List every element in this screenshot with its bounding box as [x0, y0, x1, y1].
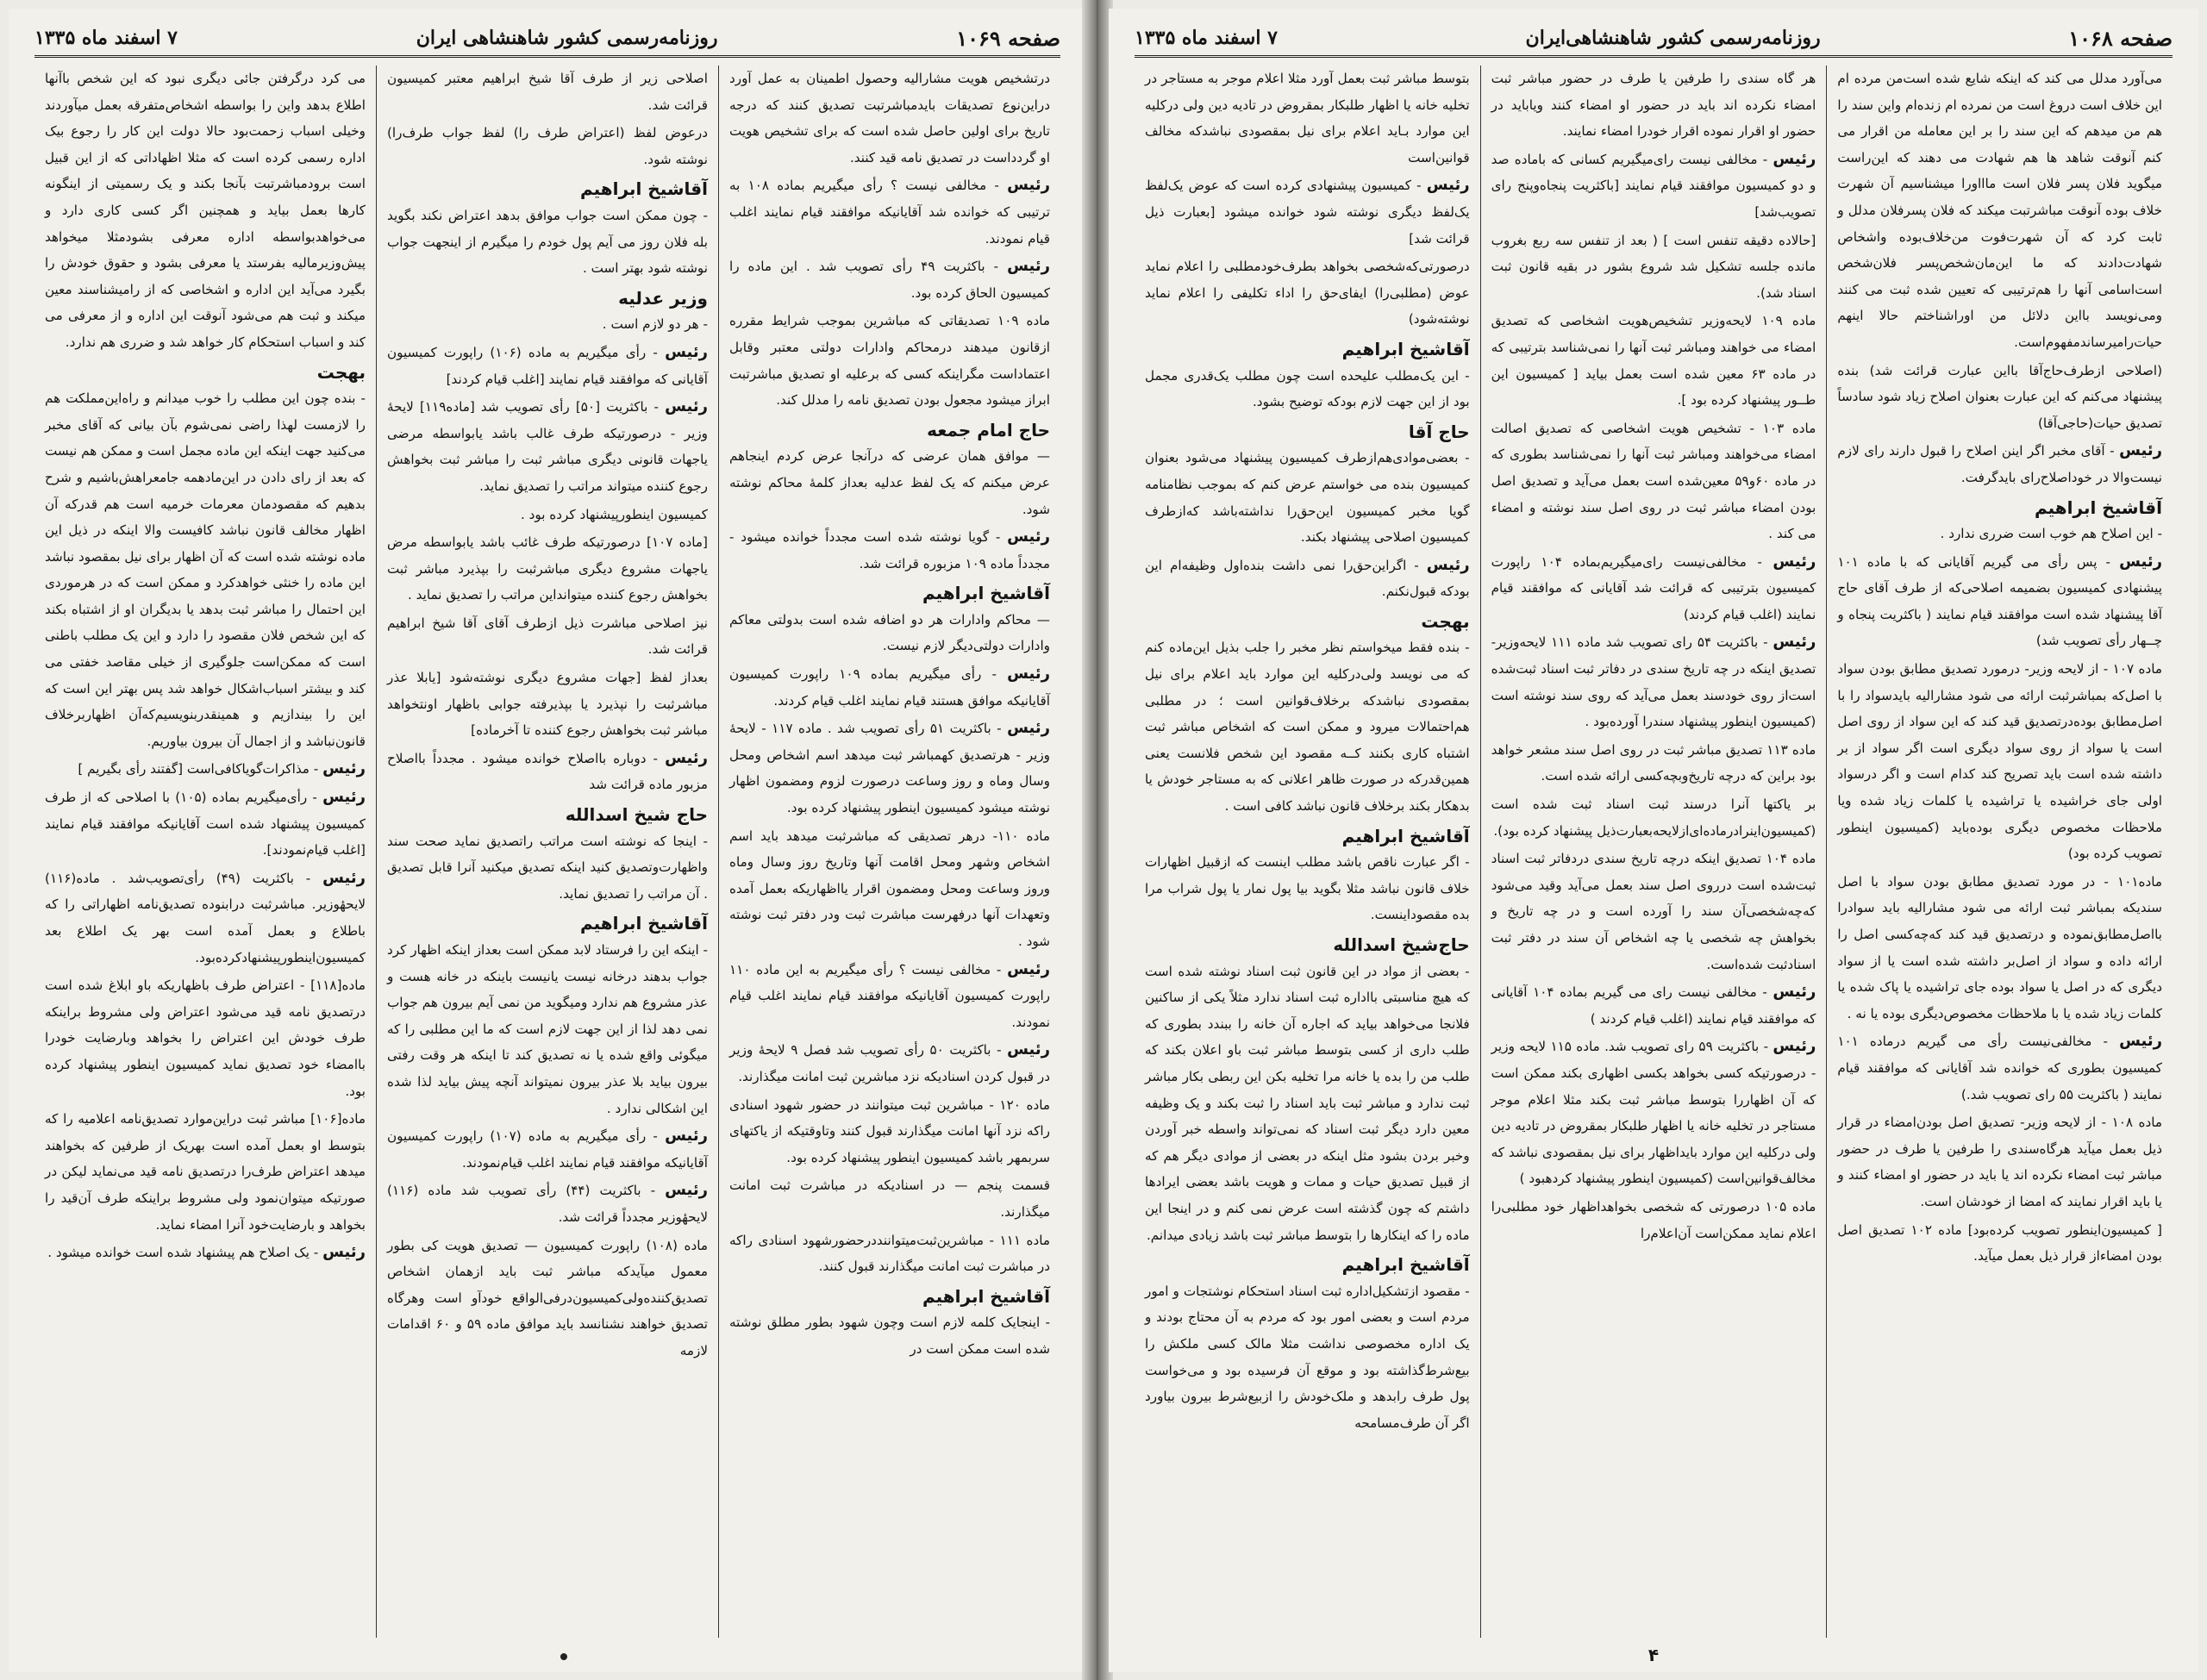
speaker-heading: بهجت [1421, 610, 1470, 632]
page-header [34, 21, 1060, 58]
folio-number: ۴ [1647, 1645, 1660, 1665]
speaker-paragraph [729, 957, 1050, 1036]
speaker-paragraph [45, 784, 366, 864]
speech-text: - باکثریت (۴۴) رأی تصویب شد ماده (۱۱۶) لایحهٔوزیر مجدداً قرائت شد. [387, 1183, 708, 1225]
speech-text: - باکثریت [۵۰] رأی تصویب شد [ماده۱۱۹] لایحهٔ وزیر - درصورتیکه طرف غالب باشد یابواسطه مرضی یاجهات قانونی دیگری مباشر ثبت را مباشر ثبت بخواهش رجوع کننده میتواند مراتب را تصدیق نماید. [387, 399, 708, 494]
speaker-name: رئیس [1007, 528, 1050, 546]
body-paragraph: - این اصلاح هم خوب است ضرری ندارد . [1940, 526, 2162, 542]
speaker-name: رئیس [1007, 176, 1050, 195]
body-paragraph: بر یاکتها آنرا درسند ثبت اسناد ثبت شده است (کمیسیون‌اینرادرماده‌ای‌ازلایحه‌بعبارت‌ذیل پیشنهاد کرده بود). [1491, 796, 1816, 839]
body-paragraph: - اگر عبارت ناقص باشد مطلب اینست که ازقبیل اظهارات خلاف قانون نباشد مثلا بگوید بیا پول نمار یا پول شراب مرا بده مقصوداینست. [1144, 854, 1470, 923]
speaker-name: رئیس [1772, 1037, 1816, 1056]
speaker-heading: بهجت [316, 361, 366, 383]
speaker-name: رئیس [1007, 257, 1050, 276]
speaker-heading: آقاشیخ ابراهیم [1341, 1254, 1470, 1276]
speaker-paragraph [729, 661, 1050, 714]
speech-text: - گویا نوشته شده است مجدداً خوانده میشود - مجدداً ماده ۱۰۹ مزبوره قرائت شد. [729, 529, 1050, 571]
speech-text: - رأی میگیریم بماده ۱۰۹ راپورت کمیسیون آقایانیکه موافق هستند قیام نمایند اغلب قیام کردند. [729, 666, 1050, 709]
speaker-heading: آقاشیخ ابراهیم [2034, 497, 2162, 518]
speaker-heading: آقاشیخ ابراهیم [922, 1285, 1050, 1307]
speech-text: - باکثریت ۵۴ رای تصویب شد ماده ۱۱۱ لایحه‌وزیر- تصدیق اینکه در چه تاریخ سندی در دفاتر ثبت اسناد ثبت‌شده است‌از روی خودسند بعمل می‌آید که روی سند نوشته است (کمیسیون اینطور پیشنهاد سندرا آورده‌بود . [1491, 634, 1816, 730]
text-column [34, 66, 376, 1638]
text-column [1826, 66, 2173, 1638]
speaker-name: رئیس [2119, 441, 2162, 460]
speech-text: - مخالفی نیست رای‌میگیریم کسانی که باماده صد و دو کمیسیون موافقند قیام نمایند [باکثریت ‌پنجاه‌وپنج‌ رای تصویب‌شد] [1491, 151, 1816, 220]
speaker-paragraph [1837, 1028, 2162, 1108]
speaker-paragraph [1145, 553, 1470, 605]
body-paragraph: - اینکه این را فرستاد لابد ممکن است بعداز اینکه اظهار کرد جواب بدهند درخانه نیست یانیست باینکه در خانه هست و عذر مشروع هم ندارد ومیگوید من نمی آیم بیرون هم جواب نمی دهد لذا از این جهت لازم است که ما این مطلبی را که میگوئی واقع شده یا نه تصدیق کند تا اینکه هر وقت رفتی بیرون بیاید بلا عذر بیرون نمیتواند آنچه پیش بیاید لذا شده این اشکالی ندارد . [387, 942, 708, 1116]
speaker-paragraph [1491, 629, 1816, 734]
body-paragraph: ماده ۱۰۵ درصورتی که شخصی بخواهداظهار خود مطلبی‌را اعلام نماید ممکن‌است آن‌اعلام‌را [1491, 1198, 1816, 1241]
page-1068 [1109, 9, 2198, 1672]
speaker-name: رئیس [322, 788, 366, 807]
body-paragraph: - مقصود ازتشکیل‌اداره ثبت اسناد استحکام نوشتجات و امور مردم است و بعضی امور بود که مردم به آن محتاج بودند و یک اداره مخصوصی نداشت مثلا مالک کسی ملکش را بیع‌شرط‌گذاشته بود و موقع آن فرسیده بود و می‌خواست پول طرف رابدهد و ملک‌خودش را ازبیع‌شرط بیرون بیاورد اگر آن طرف‌مسامحه [1144, 1283, 1470, 1431]
speech-text: - آقای مخبر اگر اینن اصلاح را قبول دارند رای لازم نیست‌والا در خوداصلاح‌رای بایدگرفت. [1837, 443, 2162, 485]
speaker-heading: آقاشیخ ابراهیم [579, 913, 708, 934]
speech-text: - یک اصلاح هم پیشنهاد شده است خوانده میشود . [47, 1245, 323, 1261]
body-paragraph: درعوض لفظ (اعتراض طرف را) لفظ جواب طرف‌را) نوشته شود. [387, 125, 708, 167]
speaker-name: رئیس [1007, 719, 1050, 738]
body-paragraph: ماده ۱۰۹ تصدیقاتی که مباشرین بموجب شرایط مقرره ازقانون میدهند درمحاکم وادارات دولتی معتبر وقابل اعتماداست مگراینکه کسی که برعلیه او تصدیق مباشرتبت ابراز میشود مجعول بودن تصدیق نامه را مدلل کند. [729, 313, 1051, 409]
page-1069 [9, 9, 1086, 1672]
page-number: صفحه ۱۰۶۸ [2068, 25, 2173, 51]
body-paragraph: — موافق همان عرضی که درآنجا عرض کردم اینجاهم عرض میکنم که یک لفظ عدلیه بعداز کلمهٔ محاکم نوشته شود. [729, 448, 1050, 517]
body-paragraph: ماده ۱۱۰- درهر تصدیقی که مباشرثبت میدهد باید اسم اشخاص وشهر ومحل اقامت آنها وتاریخ روز وسال وماه وروز وساعت ومحل ومضمون اقرار یااظهاریکه بعمل آمده وتعهدات آنها درفهرست مباشرت ثبت ودر دفتر ثبت نوشته شود . [729, 828, 1051, 949]
speech-text: - باکثریت ۵۹ رای تصویب شد. ماده ۱۱۵ لایحه وزیر - درصورتیکه کسی بخواهد بکسی اظهاری بکند ممکن است که آن اظهاررا بتوسط مباشر ثبت بکند مثلا اعلام موجر مستاجر در تخلیه خانه یا اظهار طلبکار بمقروض در تادیه دین ولی درکلیه این موارد بایداظهار برای نیل بمقصودی نباشد که مخالف‌قوانین‌است (کمیسیون اینطور پیشنهاد کردهبود ) [1491, 1039, 1816, 1187]
body-paragraph: [ماده ۱۰۷] درصورتیکه طرف غائب باشد یابواسطه مرض یاجهات مشروع دیگری مباشرثبت را بپذیرد مباشر ثبت بخواهش رجوع کننده میتوانداین مراتب را تصدیق نماید . [387, 534, 708, 603]
newspaper-title: روزنامه‌رسمی کشور شاهنشاهی ایران [416, 27, 718, 49]
body-paragraph: ماده (۱۰۸) راپورت کمیسیون — تصدیق هویت کی بطور معمول میآیدکه مباشر ثبت باید ازهمان اشخاص تصدیق‌کننده‌ولی‌کمیسیون‌درفی‌الواقع خودآو است وهرگاه تصدیق خواهند نشنانسد باید موافق ماده ۵۹ و ۶۰ اقدامات لازمه [387, 1237, 708, 1358]
speaker-name: رئیس [322, 868, 366, 887]
speaker-name: رئیس [1426, 176, 1470, 195]
body-paragraph: ماده ۱۰۳ - تشخیص هویت اشخاصی که تصدیق اصالت امضاء می‌خواهند ومباشر ثبت آنها را نمی‌شناسد بطوری که در ماده ۶۰و۵۹ معین‌شده است بعمل می‌آید و تصدیق اصل بودن امضاء مباشر ثبت در روی اصل سند نوشته و امضاء می کند . [1491, 420, 1816, 542]
page-number: صفحه ۱۰۶۹ [956, 25, 1060, 51]
speaker-name: رئیس [1772, 149, 1816, 168]
body-paragraph: ماده ۱۰۴ تصدیق اینکه درچه تاریخ سندی دردفاتر ثبت اسناد ثبت‌شده است درروی اصل سند بعمل می‌آید وقید می‌شود که‌چه‌شخصی‌آن سند را آورده است و در چه تاریخ و بخواهش چه شخصی یا چه اشخاص آن سند در دفتر ثبت اسنادثبت شده‌است. [1491, 851, 1816, 972]
speech-text: - باکثریت ۴۹ رأی تصویب شد . این ماده را کمیسیون الحاق کرده بود. [729, 259, 1050, 301]
speaker-heading: حاج‌شیخ اسدالله [1333, 934, 1470, 955]
speaker-name: رئیس [1007, 665, 1050, 684]
speaker-paragraph [1491, 549, 1816, 628]
speaker-name: رئیس [665, 748, 708, 767]
speech-text: - مخالفی نیست ؟ رأی میگیریم به این ماده ۱۱۰ راپورت کمیسیون آقایانیکه موافقند قیام نمایند اغلب قیام نمودند. [729, 961, 1050, 1030]
speaker-paragraph [387, 394, 708, 499]
text-column [718, 66, 1060, 1638]
speaker-paragraph [1837, 549, 2162, 654]
speaker-name: رئیس [665, 1181, 708, 1200]
speech-text: - مخالفی نیست رای می گیریم بماده ۱۰۴ آقایانی که موافقند قیام نمایند (اغلب قیام کردند ) [1491, 984, 1816, 1027]
speaker-heading: آقاشیخ ابراهیم [579, 178, 708, 200]
speaker-name: رئیس [1007, 1040, 1051, 1059]
issue-date: ۷ اسفند ماه ۱۳۳۵ [1135, 27, 1278, 49]
speaker-name: رئیس [322, 1243, 366, 1262]
body-paragraph: ماده[۱۰۶] مباشر ثبت دراین‌موارد تصدیق‌نامه اعلامیه را که بتوسط او بعمل آمده است بهریک از طرفین که بخواهند میدهد اعتراض طرف‌را درتصدیق نامه قید می‌نماید لیکن در صورتیکه میتوان‌نمود ولی مشروط براینکه طرف آن‌قید را بخواهد و بارضایت‌خود آنرا امضاء نماید. [45, 1111, 366, 1233]
body-paragraph: هر گاه سندی را طرفین یا طرف در حضور مباشر ثبت امضاء نکرده اند باید در حضور او امضاء کنند ویاباید در حضور او اقرار نموده اقرار خودرا امضاء نمایند. [1491, 71, 1816, 140]
speaker-paragraph [1491, 979, 1816, 1032]
speaker-paragraph [387, 1177, 708, 1230]
speech-text: - رأی‌میگیریم بماده (۱۰۵) با اصلاحی که از طرف کمیسیون پیشنهاد شده است آقایانیکه موافقند قیام نمایند [اغلب قیام‌نمودند]. [45, 790, 366, 859]
body-paragraph: کمیسیون اینطورپیشنهاد کرده بود . [520, 506, 708, 522]
newspaper-title: روزنامه‌رسمی کشور شاهنشاهی‌ایران [1525, 27, 1821, 49]
body-paragraph: - بعضی از مواد در این قانون ثبت اسناد نوشته شده است که هیچ مناسبتی بااداره ثبت اسناد ندارد مثلاً یکی از ساکنین فلانجا می‌خواهد بیاید که اجاره آن خانه را ببندد بطوری که طلب داری از کسی بتوسط مباشر ثبت باو اعلان بکند که طلب من را بده یا خانه مرا تخلیه بکن این ربطی بکار مباشر ثبت ندارد و مباشر ثبت باید اسناد را ثبت بکند و یک وظیفه معین دارد دیگر ثبت اسناد که نمی‌تواند واسطه خبر آوردن وخبر بردن بشود مثل اینکه در بعضی از موادی دیگر هم که از قبیل تصدیق حیات و ممات و هویت باشد بعضی ایرادها داشتم که چون گذشته است عرض نمی کنم و در اینجا این ماده را که اینکارها را بتوسط مباشر ثبت باشد زیادی میدانم. [1144, 963, 1470, 1243]
issue-date: ۷ اسفند ماه ۱۳۳۵ [34, 27, 178, 49]
body-paragraph: - بنده فقط میخواستم نظر مخبر را جلب بذیل این‌ماده کنم که می نویسد ولی‌درکلیه این موارد باید اعلام برای نیل بمقصودی نباشدکه برخلاف‌قوانین است ؛ در مطلبی هم‌احتمالات میرود و ممکن است که اشخاص مباشر ثبت اشتباه کاری بکنند کــه مقصود این شخص فلانست یعنی همین‌قدرکه در صورت ظاهر اعلانی که به مستاجر خودش یا بدهکار بکند برخلاف قانون نباشد کافی است . [1144, 640, 1470, 815]
body-paragraph: می‌آورد مدلل می کند که اینکه شایع شده است‌من مرده ام این خلاف است دروغ است من نمرده ام زنده‌ام واین سند را هم من میدهم که این سند را بر این معامله من اقرار می کنم آنوقت شاهد ها هم شهادت می دهند که این‌راست میگوید فلان پسر فلان است ماااورا میشناسیم آن شهرت خلاف بوده آنوقت مباشرتبت میکند که فلان پسرفلان مدلل و ثابت کرد که آن شهرت‌فوت من‌خلاف‌بوده واشخاص شهادت‌دادند که ما این‌مان‌شخص‌پسر فلان‌شخص است‌اسامی آنها را هم‌ترتیبی که تعیین شده ثبت می کنند ومی‌نویسد بااین دلائل من اوراشناختم حالا اینهم حیات‌را‌میرساند‌مفهوم‌است. [1837, 71, 2162, 350]
body-paragraph: ماده[۱۱۸] - اعتراض طرف باظهاریکه باو ابلاغ شده است درتصدیق نامه قید می‌شود اعتراض ولی مشروط براینکه طرف خودش این اعتراض را بخواهد وبارضایت خودرا باامضاء خود تصدیق نماید کمیسیون اینطور پیشنهاد کرده بود. [45, 977, 366, 1099]
page-mark [560, 1653, 567, 1660]
speaker-heading: حاج امام جمعه [927, 419, 1050, 440]
speaker-paragraph [45, 865, 366, 971]
body-paragraph: نیز اصلاحی مباشرت ذیل ازطرف آقای آقا شیخ ابراهیم قرائت شد. [387, 615, 708, 658]
speaker-name: رئیس [1772, 633, 1816, 652]
body-paragraph: درتشخیص هویت مشارالیه وحصول اطمینان به عمل آورد دراین‌نوع تصدیقات بایدمباشرتبت تصدیق کنند که درجه تاریخ برای اولین حاصل شده است که برای تشخیص هویت او گردداست در تصدیق نامه قید کنند. [729, 71, 1050, 166]
speaker-paragraph [729, 1037, 1050, 1090]
speaker-heading: آقاشیخ ابراهیم [1341, 338, 1470, 359]
speaker-name: رئیس [322, 759, 366, 778]
body-paragraph: ماده ۱۰۸ - از لایحه وزیر- تصدیق اصل بودن‌امضاء در قرار ذیل بعمل میآید هرگاه‌سندی را طرفین یا طرف در حضور مباشر ثبت امضاء نکرده اند یا باید در حضور او امضاء کنند و یا باید اقرار نمایند که امضا از خودشان است. [1837, 1115, 2163, 1209]
body-paragraph: می کرد درگرفتن جائی دیگری نبود که این شخص باآنها اطلاع بدهد واین را بواسطه اشخاص‌متفرقه بعمل میآوردند وخیلی اسباب زحمت‌بود حالا دولت این کار را رجوع بیک اداره رسمی کرده است که مثلا اظهاداتی که از این قبیل است برودمباشرتبت بآنجا بکند و یک رسمیتی از اینگونه کارها بعمل بیاید و همچنین اگر کسی کاری دارد و می‌خواهدبواسطه اداره معرفی بشودمثلا میخواهد پیش‌وزیرمالیه بفرستد یا معرفی بشود و حقوق خودش را بگیرد می‌آید این اداره و اشخاصی که از رامیشناسند معین میکند و ثبت هم می‌شود آنوقت این اداره و از معرفی می کند و اسباب استحکام کار خواهد شد و ضرری هم ندارد. [45, 71, 366, 350]
speaker-paragraph [1491, 1034, 1816, 1192]
speech-text: - رأی میگیریم به ماده (۱۰۷) راپورت کمیسیون آقایانیکه موافقند قیام نمایند اغلب قیام‌نمودند. [387, 1128, 708, 1171]
body-paragraph: - هر دو لازم است . [602, 316, 708, 333]
speaker-name: رئیس [1772, 983, 1816, 1002]
speech-text: - باکثریت (۴۹) رأی‌تصویب‌شد . ماده(۱۱۶) لایحهٔوزیر. مباشرثبت درابنوده تصدیق‌نامه اظهاراتی را که باطلاع و بعمل آمده است بهر یک اطلاع بعد کمیسیون‌اینطور‌پیشنهادکرده‌بود. [45, 870, 366, 965]
text-column [376, 66, 718, 1638]
speech-text: - مخالفی‌نیست رای‌میگیریم‌بماده ۱۰۴ راپورت کمیسیون بترتیبی که قرائت شد آقایانی که موافقند قیام نمایند (اغلب قیام کردند) [1491, 553, 1816, 622]
speaker-heading: حاج آقا [1408, 421, 1470, 442]
body-paragraph: - چون ممکن است جواب موافق بدهد اعتراض نکند بگوید بله فلان روز می آیم پول خودم را میگیرم از اینجهت جواب نوشته شود بهتر است . [387, 207, 708, 277]
body-paragraph: ماده ۱۰۹ لایحه‌وزیر تشخیص‌هویت اشخاصی که تصدیق امضاء می خواهند ومباشر ثبت آنها را نمی‌شناسد بترتیبی که در ماده ۶۳ معین شده است بعمل بیاید [ کمیسیون این طــور پیشنهاد کرده بود ]. [1491, 313, 1816, 409]
speaker-paragraph [45, 756, 366, 783]
speaker-heading: حاج شیخ اسدالله [565, 804, 708, 826]
speaker-name: رئیس [2119, 1032, 2162, 1051]
body-paragraph: قسمت پنجم — در اسنادیکه در مباشرت ثبت امانت میگذارند. [729, 1177, 1050, 1220]
body-paragraph: — محاکم وادارات هر دو اضافه شده است بدولتی معاکم وادارات دولتی‌دیگر لازم نیست. [729, 611, 1050, 654]
body-paragraph: ماده‌۱۰۱ - در مورد تصدیق مطابق بودن سواد با اصل سندیکه بمباشر ثبت ارائه می شود مشارالیه باید سوادرا بااصل‌مطابق‌نموده و درتصدیق قید کند که‌چه‌کسی اصل را ارائه داده و سواد از اصل‌بر داشته شده است یا از سواد دیگری که در اصل یا سواد بوده جای تراشیده یا پاک شده یا کلمات زیاد شده یا با ملاحظات مخصوص‌دیگری بوده یا نه . [1837, 873, 2162, 1021]
speech-text: - مذاکرات‌گویاکافی‌است [گفتند رأی بگیریم ] [78, 761, 323, 778]
body-paragraph: [حالاده دقیقه تنفس است ] ( بعد از تنفس سه ربع بغروب مانده جلسه تشکیل شد شروع بشور در بقیه قانون ثبت اسناد شد). [1491, 232, 1816, 301]
body-paragraph: (اصلاحی ازطرف‌حاج‌آقا بااین عبارت قرائت شد) بنده پیشنهاد می‌کنم که این عبارت بعنوان اصلاح زیاد شود سادساً تصدیق حیات(حاجی‌آقا) [1837, 362, 2162, 431]
body-paragraph: - اینجا که نوشته است مراتب راتصدیق نماید صحت سند واظهارت‌وتصدیق کنید اینکه تصدیق میکنید آنرا قابل تصدیق . آن مراتب را تصدیق نماید. [387, 833, 708, 902]
body-paragraph: درصورتی‌که‌شخصی بخواهد بطرف‌خودمطلبی را اعلام نماید عوض (مطلبی‌را) ایفای‌حق را اداء تکلیفی را اعلام نماید نوشته‌شود) [1144, 259, 1470, 328]
text-columns [34, 66, 1060, 1638]
speech-text: - مخالفی‌نیست رأی می گیریم درماده ۱۰۱ کمیسیون بطوری که خوانده شد آقایانی که موافقند قیام نمایند ( باکثریت ۵۵ رای تصویب شد.) [1837, 1034, 2162, 1102]
speaker-heading: آقاشیخ ابراهیم [922, 583, 1050, 604]
speech-text: - پس رأی می گیریم آقایانی که با ماده ۱۰۱ پیشنهادی کمیسیون بضمیمه اصلاحی‌که از طرف آقای حاج آقا پیشنهاد شده است موافقند قیام نمایند ( باکثریت پنجاه و چــهار رأی تصویب شد) [1837, 553, 2162, 649]
speaker-heading: وزیر عدلیه [618, 287, 708, 309]
speaker-name: رئیس [665, 397, 708, 416]
body-paragraph: ماده ۱۲۰ - مباشرین ثبت میتوانند در حضور شهود اسنادی راکه نزد آنها امانت میگذارند قبول کنند وتاوقتیکه از یاکتهای سربمهر باشد کمیسیون اینطور پیشنهاد کرده بود. [729, 1096, 1050, 1165]
text-columns [1135, 66, 2173, 1638]
speaker-paragraph [387, 1123, 708, 1176]
speaker-name: رئیس [1007, 959, 1050, 978]
speech-text: - باکثریت ۵۰ رأی تصویب شد فصل ۹ لایحهٔ وزیر در قبول کردن اسنادیکه نزد مباشرین ثبت امانت میگذارند. [729, 1042, 1050, 1084]
body-paragraph: - اینجایک کلمه لازم است وچون شهود بطور مطلق نوشته شده است ممکن است در [729, 1315, 1050, 1357]
speaker-name: رئیس [665, 1127, 708, 1146]
speaker-name: رئیس [1772, 552, 1816, 571]
speaker-paragraph [1837, 438, 2162, 490]
body-paragraph: - بعضی‌موادی‌هم‌ازطرف کمیسیون پیشنهاد می‌شود بعنوان کمیسیون بنده می خواستم عرض کنم که بموجب نظامنامه گویا مخبر کمیسیون این‌حق‌را نداشته‌باشد که‌ازطرف کمیسیون اصلاحی پیشنهاد بکند. [1144, 450, 1470, 546]
speaker-paragraph [729, 172, 1050, 252]
page-header [1135, 21, 2173, 58]
body-paragraph: بعداز لفظ [جهات مشروع دیگری نوشته‌شود [یابلا عذر مباشرثبت را نپذیرد یا بپذیرفته جوابی باظهار اونتخواهد مباشر ثبت بخواهش رجوع کننده تا آخرماده] [387, 670, 708, 739]
body-paragraph: بتوسط مباشر ثبت بعمل آورد مثلا اعلام موجر به مستاجر در تخلیه خانه یا اظهار طلبکار بمقروض در تادیه دین ولی درکلیه این موارد بـاید اعلام برای نیل بمقصودی نباشدکه مخالف قوانین‌است [1144, 71, 1470, 166]
speaker-paragraph [387, 746, 708, 798]
speaker-paragraph [1145, 172, 1470, 252]
speaker-heading: آقاشیخ ابراهیم [1341, 825, 1470, 846]
speaker-paragraph [387, 340, 708, 392]
text-column [1135, 66, 1480, 1638]
body-paragraph: - بنده چون این مطلب را خوب میدانم و راه‌این‌مملکت هم را لازمست لهذا راضی نمی‌شوم بآن بیانی که آقای مخبر می‌کنید جهت اینکه این ماده مجمل است و ممکن هم نیست که بعد از رای دادن در این‌مادهمه جامعراهش‌باشیم و شرح بدهیم که مقصودمان معرمات خرمیه است هم قدرکه آن اظهار مخالف قانون نباشد کافیست والا اینکه در ذیل این ماده نوشته شده است که آن اظهار برای نیل بمقصود نباشد این ماده را خنثی خواهدکرد و ممکن است که در هرموردی این احتمال را مباشر ثبت بدهد یا بدیگران او از اشتباه بکند که این شخص فلان مقصود را دارد و این یک مطلب باطنی است که ممکن‌است جلوگیری از خیلی مقاصد خفتی می کند و بیشتر اسباب‌اشکال خواهد شد پس بهتر این است که این را بیندازیم و همینقدربنویسیم‌که‌آن اظهاربرخلاف قانون‌نباشد و از اجمال آن بیرون بیاوریم. [45, 390, 366, 749]
body-paragraph: - این یک‌مطلب علیحده است چون مطلب یک‌قدری مجمل بود از این جهت لازم بودکه توضیح بشود. [1144, 367, 1470, 410]
body-paragraph: ماده ۱۰۷ - از لایحه وزیر- درمورد تصدیق مطابق بودن سواد با اصل‌که بمباشرثبت ارائه می شود مشارالیه بایدسواد را با اصل‌مطابق بوده‌درتصدیق قید کند که این سواد از روی اصل است یا سواد از روی سواد دیگری است اگر سواد از بر داشته شده است باید تصریح کند کدام است و اگر درسواد اولی جای خراشیده یا تراشیده یا کلمات زیاد شده ویا ملاحظات مخصوص دیگری بوده‌باید (کمیسیون اینطور تصویب کرده بود) [1837, 661, 2163, 862]
speaker-paragraph [1491, 147, 1816, 226]
body-paragraph: ماده ۱۱۳ تصدیق مباشر ثبت در روی اصل سند مشعر خواهد بود براین که درچه تاریخ‌وبچه‌کسی ارائه شده است. [1491, 741, 1816, 784]
speaker-name: رئیس [2119, 552, 2162, 571]
speech-text: - دوباره بااصلاح خوانده میشود . مجدداً بااصلاح مزبور ماده قرائت شد [387, 750, 708, 793]
speech-text: - باکثریت ۵۱ رأی تصویب شد . ماده ۱۱۷ - لایحهٔ وزیر - هرتصدیق کهمباشر ثبت میدهد اسم اشخاص ومحل وسال وماه و روز وساعت درصورت لزوم ومضمون اظهار نوشته میشود کمیسیون اینطور پیشنهاد کرده بود. [729, 721, 1050, 816]
speaker-paragraph [729, 715, 1050, 821]
speech-text: - اگراین‌حق‌را نمی داشت بنده‌اول وظیفه‌ام این بودکه قبول‌نکنم. [1144, 557, 1470, 600]
body-paragraph: اصلاحی زیر از طرف آقا شیخ ابراهیم معتبر کمیسیون قرائت شد. [387, 71, 708, 113]
speaker-name: رئیس [1426, 555, 1470, 574]
text-column [1480, 66, 1827, 1638]
speaker-name: رئیس [665, 342, 708, 361]
speech-text: - کمیسیون پیشنهادی کرده است که عوض یک‌لفظ یک‌لفظ دیگری نوشته شود خوانده میشود [بعبارت ذیل قرائت شد] [1144, 178, 1470, 247]
speech-text: - رأی میگیریم به ماده (۱۰۶) راپورت کمیسیون آقایانی که موافقند قیام نمایند [اغلب قیام کردند] [387, 344, 708, 387]
speaker-paragraph [45, 1240, 366, 1266]
body-paragraph: [ کمیسیون‌اینطور تصویب کرده‌بود] ماده ۱۰۲ تصدیق اصل بودن امضاءاز قرار ذیل بعمل میآید. [1837, 1221, 2162, 1265]
speaker-paragraph [729, 524, 1050, 577]
body-paragraph: ماده ۱۱۱ - مباشرین‌ثبت‌میتوانند‌درحضورشهود اسنادی راکه در مباشرت ثبت امانت میگذارند قبول کنند. [729, 1232, 1051, 1275]
speaker-paragraph [729, 253, 1050, 306]
speech-text: - مخالفی نیست ؟ رأی میگیریم بماده ۱۰۸ به ترتیبی که خوانده شد آقایانیکه موافقند قیام نمایند اغلب قیام نمودند. [729, 178, 1050, 247]
